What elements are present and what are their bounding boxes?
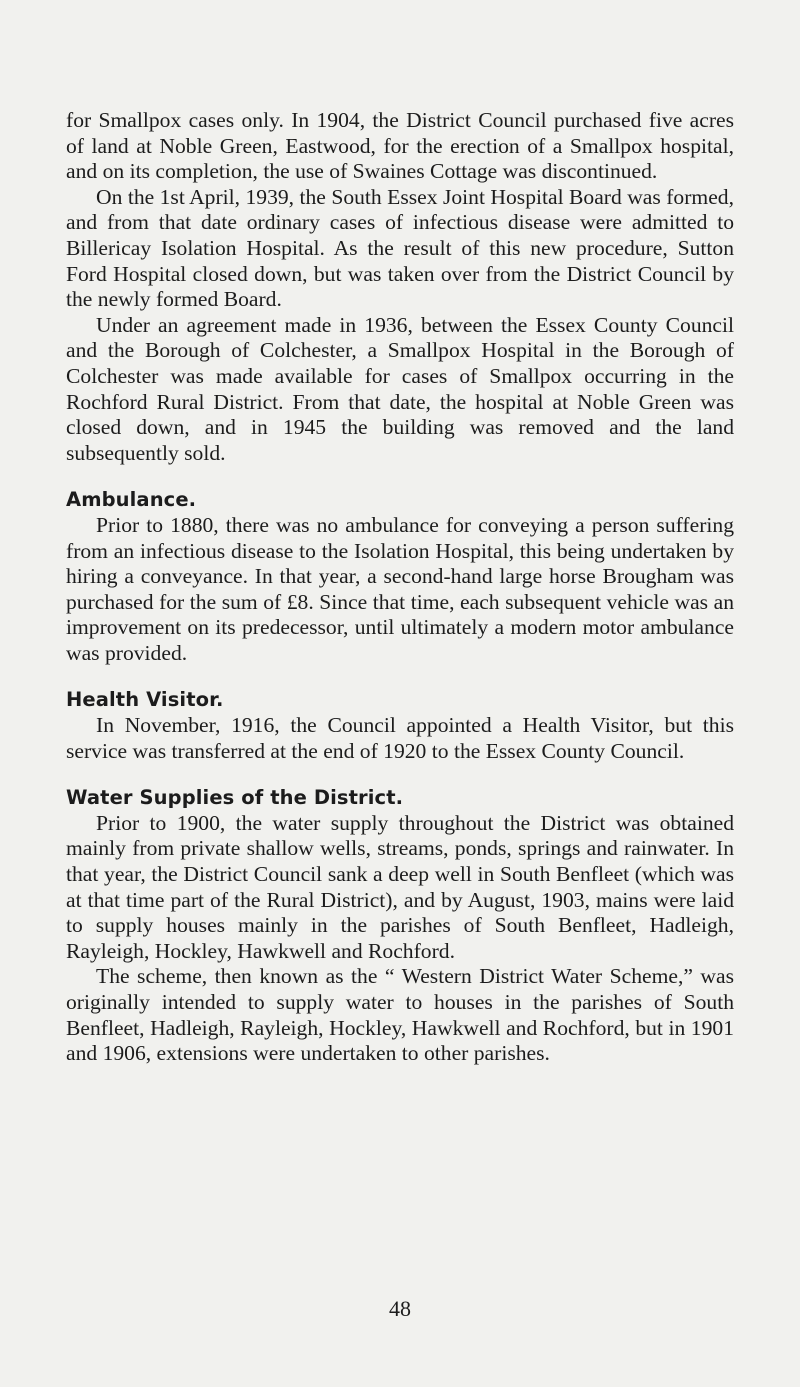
ambulance-paragraph: Prior to 1880, there was no ambulance for conveying a person suffering from an infectious disease to the Isolation Hospital, this being undertaken by hiring a conveyance. In that year, a second-hand large horse Brougham was purchased for the sum of £8. Since that time, each subsequent vehicle was an improvement on its predecessor, until ultimately a modern motor ambulance was provided. — [66, 512, 734, 665]
health-visitor-heading: Health Visitor. — [66, 688, 224, 712]
water-supplies-heading: Water Supplies of the District. — [66, 786, 404, 810]
health-visitor-paragraph: In November, 1916, the Council appointed a Health Visitor, but this service was transferred at the end of 1920 to the Essex County Council. — [66, 713, 734, 763]
intro-paragraph-1: for Smallpox cases only. In 1904, the District Council purchased five acres of land at Noble Green, Eastwood, for the erection of a Smallpox hospital, and on its completion, the use of Swaines Cottage was discontinued. — [66, 108, 734, 184]
health-visitor-section — [66, 687, 734, 764]
page-number: 48 — [389, 1296, 411, 1321]
intro-paragraph-3: Under an agreement made in 1936, between the Essex County Council and the Borough of Colchester, a Smallpox Hospital in the Borough of Colchester was made available for cases of Smallpox occurring in the Rochford Rural District. From that date, the hospital at Noble Green was closed down, and in 1945 the building was removed and the land subsequently sold. — [66, 312, 734, 465]
ambulance-section — [66, 487, 734, 666]
water-supplies-section — [66, 785, 734, 1067]
water-supplies-paragraph-1: Prior to 1900, the water supply throughout the District was obtained mainly from private shallow wells, streams, ponds, springs and rainwater. In that year, the District Council sank a deep well in South Benfleet (which was at that time part of the Rural District), and by August, 1903, mains were laid to supply houses mainly in the parishes of South Benfleet, Hadleigh, Rayleigh, Hockley, Hawkwell and Rochford. — [66, 810, 734, 963]
ambulance-heading: Ambulance. — [66, 488, 197, 512]
page-body — [66, 108, 734, 1067]
water-supplies-paragraph-2: The scheme, then known as the “ Western District Water Scheme,” was originally intended to supply water to houses in the parishes of South Benfleet, Hadleigh, Rayleigh, Hockley, Hawkwell and Rochford, but in 1901 and 1906, extensions were undertaken to other parishes. — [66, 964, 734, 1066]
intro-paragraph-2: On the 1st April, 1939, the South Essex Joint Hospital Board was formed, and from that date ordinary cases of infectious disease were admitted to Billericay Isolation Hospital. As the result of this new procedure, Sutton Ford Hospital closed down, but was taken over from the District Council by the newly formed Board. — [66, 184, 734, 312]
